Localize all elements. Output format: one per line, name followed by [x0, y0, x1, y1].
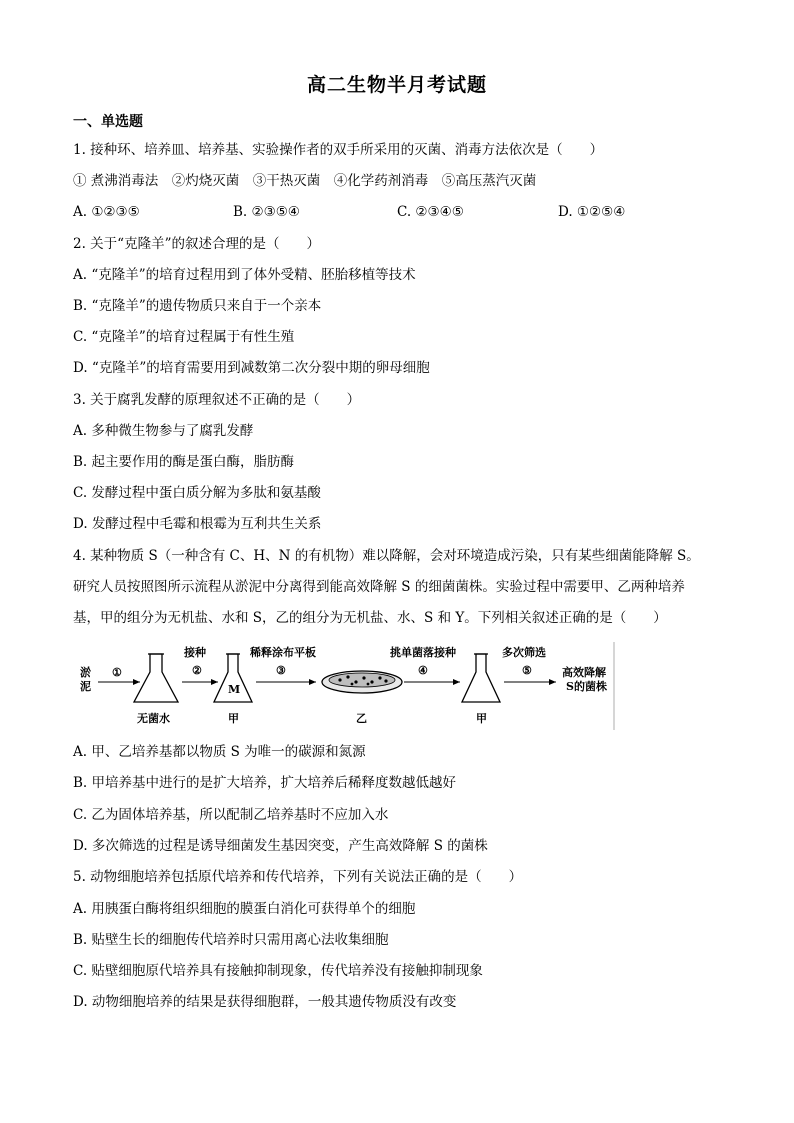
- q4-stem-line-1: 4. 某种物质 S（一种含有 C、H、N 的有机物）难以降解，会对环境造成污染，只有某些细菌能降解 S。: [73, 548, 700, 564]
- result-line-1: 高效降解: [562, 666, 606, 679]
- q5-stem: 5. 动物细胞培养包括原代培养和传代培养，下列有关说法正确的是（ ）: [73, 869, 523, 885]
- q4-option-a: A. 甲、乙培养基都以物质 S 为唯一的碳源和氮源: [73, 744, 366, 760]
- action-multi-screen: 多次筛选: [502, 646, 546, 659]
- label-medium-jia-1: 甲: [228, 712, 239, 725]
- q3-stem: 3. 关于腐乳发酵的原理叙述不正确的是（ ）: [73, 392, 361, 408]
- section-heading: 一、单选题: [73, 114, 143, 130]
- step-3-number: ③: [276, 664, 286, 677]
- q2-option-c: C. “克隆羊”的培育过程属于有性生殖: [73, 329, 295, 345]
- label-sterile-water: 无菌水: [137, 712, 170, 725]
- q1-stem: 1. 接种环、培养皿、培养基、实验操作者的双手所采用的灭菌、消毒方法依次是（ ）: [73, 142, 604, 158]
- q5-option-a: A. 用胰蛋白酶将组织细胞的膜蛋白消化可获得单个的细胞: [73, 901, 416, 917]
- q5-option-d: D. 动物细胞培养的结果是获得细胞群，一般其遗传物质没有改变: [73, 994, 457, 1010]
- diagram-source-char-1: 淤: [80, 666, 91, 679]
- q4-option-d: D. 多次筛选的过程是诱导细菌发生基因突变，产生高效降解 S 的菌株: [73, 838, 488, 854]
- q2-option-b: B. “克隆羊”的遗传物质只来自于一个亲本: [73, 298, 322, 314]
- q4-stem-line-2: 研究人员按照图所示流程从淤泥中分离得到能高效降解 S 的细菌菌株。实验过程中需要甲、乙两种培养: [73, 579, 685, 595]
- flask-mark-m: M: [228, 683, 241, 696]
- q3-option-a: A. 多种微生物参与了腐乳发酵: [73, 423, 254, 439]
- step-2-number: ②: [192, 664, 202, 677]
- q3-option-d: D. 发酵过程中毛霉和根霉为互利共生关系: [73, 516, 322, 532]
- q2-option-d: D. “克隆羊”的培育需要用到减数第二次分裂中期的卵母细胞: [73, 360, 430, 376]
- diagram-source-char-2: 泥: [80, 680, 91, 693]
- q1-methods: ① 煮沸消毒法 ②灼烧灭菌 ③干热灭菌 ④化学药剂消毒 ⑤高压蒸汽灭菌: [73, 173, 537, 189]
- action-spread-plate: 稀释涂布平板: [250, 646, 316, 659]
- result-line-2: S的菌株: [566, 680, 607, 693]
- q4-flow-diagram: [78, 638, 618, 734]
- q5-option-c: C. 贴壁细胞原代培养具有接触抑制现象，传代培养没有接触抑制现象: [73, 963, 483, 979]
- action-pick-colony: 挑单菌落接种: [390, 646, 456, 659]
- step-4-number: ④: [418, 664, 428, 677]
- flask-medium-jia-2: [462, 654, 500, 702]
- q1-option-b: B. ②③⑤④: [233, 204, 300, 220]
- q1-option-d: D. ①②⑤④: [558, 204, 626, 220]
- step-5-number: ⑤: [522, 664, 532, 677]
- q1-option-a: A. ①②③⑤: [73, 204, 140, 220]
- label-medium-jia-2: 甲: [476, 712, 487, 725]
- step-1-number: ①: [112, 666, 122, 679]
- flask-sterile-water: [134, 654, 178, 702]
- exam-title: 高二生物半月考试题: [306, 74, 487, 96]
- q4-option-b: B. 甲培养基中进行的是扩大培养，扩大培养后稀释度数越低越好: [73, 775, 457, 791]
- label-medium-yi: 乙: [356, 712, 367, 725]
- petri-dish-yi: [322, 671, 402, 693]
- q4-option-c: C. 乙为固体培养基，所以配制乙培养基时不应加入水: [73, 807, 389, 823]
- q1-option-c: C. ②③④⑤: [397, 204, 464, 220]
- q3-option-c: C. 发酵过程中蛋白质分解为多肽和氨基酸: [73, 485, 321, 501]
- action-inoculate: 接种: [184, 646, 206, 659]
- q4-stem-line-3: 基，甲的组分为无机盐、水和 S，乙的组分为无机盐、水、S 和 Y。下列相关叙述正确的是（ ）: [73, 610, 667, 626]
- q5-option-b: B. 贴壁生长的细胞传代培养时只需用离心法收集细胞: [73, 932, 389, 948]
- q3-option-b: B. 起主要作用的酶是蛋白酶，脂肪酶: [73, 454, 295, 470]
- q2-stem: 2. 关于“克隆羊”的叙述合理的是（ ）: [73, 236, 320, 252]
- q2-option-a: A. “克隆羊”的培育过程用到了体外受精、胚胎移植等技术: [73, 267, 416, 283]
